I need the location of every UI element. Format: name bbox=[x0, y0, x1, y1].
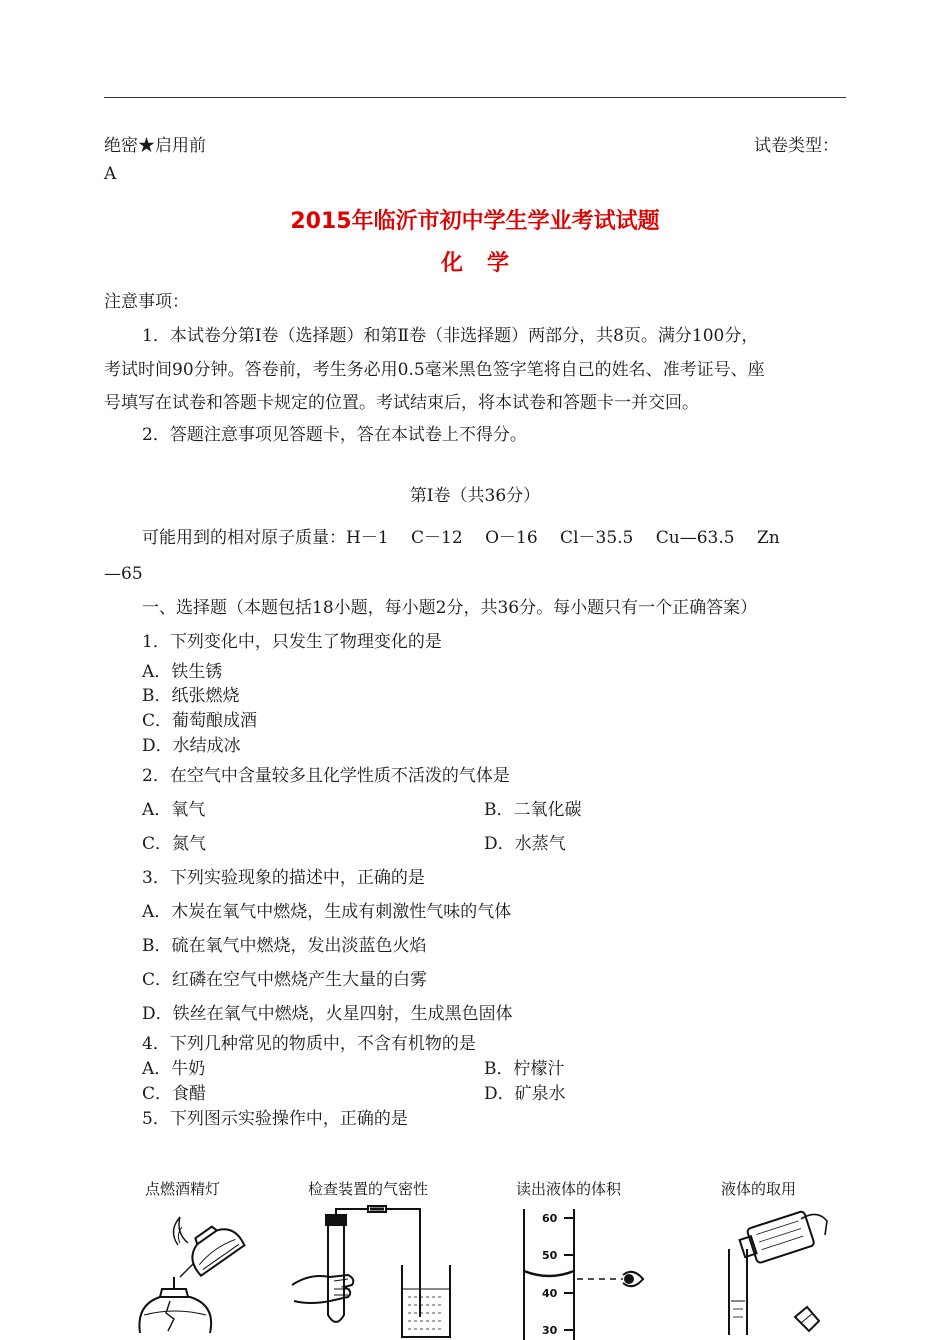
figure-b-caption: 检查装置的气密性 bbox=[308, 1180, 429, 1198]
q1-option-d: D．水结成冰 bbox=[142, 736, 241, 756]
q4-option-a: A．牛奶 bbox=[142, 1059, 206, 1079]
q4-stem: 4．下列几种常见的物质中，不含有机物的是 bbox=[142, 1034, 476, 1054]
q4-option-c: C．食醋 bbox=[142, 1084, 207, 1104]
cylinder-tick-40: 40 bbox=[542, 1287, 558, 1300]
q3-option-c: C．红磷在空气中燃烧产生大量的白雾 bbox=[142, 970, 428, 990]
paper-type-label: 试卷类型： bbox=[754, 136, 839, 156]
graduated-cylinder-illustration bbox=[515, 1205, 655, 1340]
subject-title: 化学 bbox=[440, 251, 533, 276]
notes-heading: 注意事项： bbox=[104, 292, 189, 312]
exam-title: 2015年临沂市初中学生学业考试试题 bbox=[290, 209, 660, 234]
notes-item1-line2: 考试时间90分钟。答卷前，考生务必用0.5毫米黑色签字笔将自己的姓名、准考证号、座 bbox=[104, 360, 765, 380]
notes-item1-line3: 号填写在试卷和答题卡规定的位置。考试结束后，将本试卷和答题卡一并交回。 bbox=[104, 393, 699, 413]
liquid-pouring-illustration bbox=[715, 1205, 835, 1340]
part1-heading: 第Ⅰ卷（共36分） bbox=[409, 486, 541, 506]
q2-option-c: C．氮气 bbox=[142, 834, 207, 854]
cylinder-tick-30: 30 bbox=[542, 1324, 558, 1337]
figure-c-caption: 读出液体的体积 bbox=[516, 1180, 622, 1198]
cylinder-tick-50: 50 bbox=[542, 1249, 558, 1262]
notes-item2: 2．答题注意事项见答题卡，答在本试卷上不得分。 bbox=[142, 425, 527, 445]
airtightness-check-illustration bbox=[290, 1205, 460, 1340]
top-rule bbox=[104, 97, 846, 98]
q3-stem: 3．下列实验现象的描述中，正确的是 bbox=[142, 868, 425, 888]
q5-stem: 5．下列图示实验操作中，正确的是 bbox=[142, 1109, 408, 1129]
atomic-mass-line1: 可能用到的相对原子质量：H－1 C－12 O－16 Cl－35.5 Cu—63.5 Zn bbox=[142, 528, 780, 548]
q1-option-a: A．铁生锈 bbox=[142, 662, 223, 682]
figure-a-caption: 点燃酒精灯 bbox=[145, 1180, 221, 1198]
q3-option-a: A．木炭在氧气中燃烧，生成有刺激性气味的气体 bbox=[142, 902, 512, 922]
q2-option-d: D．水蒸气 bbox=[484, 834, 566, 854]
figure-d-caption: 液体的取用 bbox=[721, 1180, 797, 1198]
q1-option-b: B．纸张燃烧 bbox=[142, 686, 240, 706]
q2-stem: 2．在空气中含量较多且化学性质不活泼的气体是 bbox=[142, 766, 510, 786]
q4-option-d: D．矿泉水 bbox=[484, 1084, 566, 1104]
section-intro: 一、选择题（本题包括18小题，每小题2分，共36分。每小题只有一个正确答案） bbox=[142, 598, 758, 618]
alcohol-lamp-lighting-illustration bbox=[130, 1205, 260, 1340]
q2-option-a: A．氧气 bbox=[142, 800, 206, 820]
paper-type-value: A bbox=[104, 164, 117, 184]
q1-stem: 1．下列变化中，只发生了物理变化的是 bbox=[142, 632, 442, 652]
notes-item1-line1: 1．本试卷分第Ⅰ卷（选择题）和第Ⅱ卷（非选择题）两部分，共8页。满分100分， bbox=[142, 326, 759, 346]
atomic-mass-line2: —65 bbox=[104, 564, 143, 584]
q3-option-d: D．铁丝在氧气中燃烧，火星四射，生成黑色固体 bbox=[142, 1004, 513, 1024]
q4-option-b: B．柠檬汁 bbox=[484, 1059, 565, 1079]
q3-option-b: B．硫在氧气中燃烧，发出淡蓝色火焰 bbox=[142, 936, 427, 956]
q2-option-b: B．二氧化碳 bbox=[484, 800, 582, 820]
secret-label: 绝密★启用前 bbox=[104, 136, 206, 156]
q1-option-c: C．葡萄酿成酒 bbox=[142, 711, 258, 731]
cylinder-tick-60: 60 bbox=[542, 1212, 558, 1225]
